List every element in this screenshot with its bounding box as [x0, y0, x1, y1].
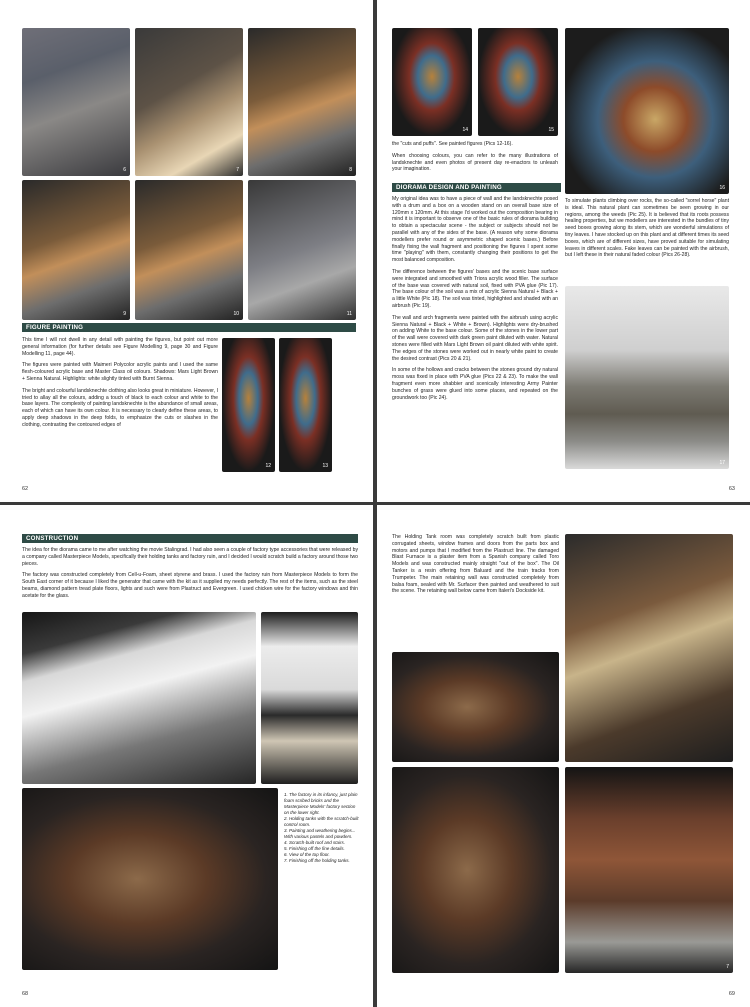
caption: 4. Scratch-built roof and stairs.: [284, 840, 346, 845]
paragraph: In some of the hollows and cracks between the stones ground dry natural moss was fixed in place with PVA glue (Pics 22 & 23). To make the wall fragment even more shabbier and scenically interesting Army Painter bunches of grass were glued into some places, and repeated on the groundwork too (Pic 24).: [392, 367, 558, 401]
section-heading: FIGURE PAINTING: [22, 323, 356, 332]
paragraph: My original idea was to have a piece of wall and the landsknechte posed with a drum and a box on a wooden stand on an overall base size of 120mm x 120mm. At this stage I'd worked out the composition bearing in mind it is important to observe one of the basic rules of diorama building to obtain a spectacular scene - the subject or subjects should not be parallel with any of the sides of the base. (A reason why some diorama modellers prefer round or asymmetric shaped scenic bases.) Before finally fixing the wall fragment and positioning the figures I spent some time "playing" with them, constantly changing their positions to get the most balanced composition.: [392, 196, 558, 264]
photo-holding-tanks: [261, 612, 358, 784]
intro-text: [392, 141, 558, 178]
photo-number: 15: [548, 127, 554, 133]
photo-number: 11: [346, 311, 352, 317]
photo-number: 8: [349, 167, 352, 173]
photo-number: 6: [123, 167, 126, 173]
photo-number: 13: [322, 463, 328, 469]
page-68: [0, 505, 373, 1007]
photo-13: [279, 338, 332, 472]
photo-17: [565, 286, 729, 469]
paragraph: When choosing colours, you can refer to the many illustrations of landsknechte and even photos of present day re-enactors to unleash your imagination.: [392, 152, 558, 173]
body-column-left: [392, 196, 558, 406]
photo-holding-tanks-finished: [565, 767, 733, 973]
photo-11: [248, 180, 356, 320]
page-number: 62: [22, 486, 29, 492]
page-62: [0, 0, 373, 502]
photo-number: 7: [236, 167, 239, 173]
body-text: [22, 547, 358, 605]
photo-7: [135, 28, 243, 176]
paragraph: The figures were painted with Maimeri Polycolor acrylic paints and I used the same flesh-coloured acrylic base and Master Class oil colours. Shadows: Mars Light Brown + Sienna Natural. Highlights: white slightly tinted with Burnt Sienna.: [22, 362, 218, 382]
paragraph: The idea for the diorama came to me after watching the movie Stalingrad. I had also seen a couple of factory type accessories that were released by a company called Masterpiece Models, specifically their holding tanks and factory ruin, and I decided I would scratch build a factory around those two pieces.: [22, 547, 358, 567]
photo-number: 9: [123, 311, 126, 317]
section-heading: DIORAMA DESIGN AND PAINTING: [392, 183, 561, 192]
page-number: 68: [22, 991, 29, 997]
photo-6: [22, 28, 130, 176]
photo-number: 12: [265, 463, 271, 469]
photo-number: 14: [462, 127, 468, 133]
photo-factory-top-floor: [392, 767, 559, 973]
photo-16: [565, 28, 729, 194]
paragraph: The Holding Tank room was completely scratch built from plastic corrugated sheets, window frames and doors from the parts box and motors and pumps that I modified from the Plastruct line. The damaged Blast Furnace is a plaster item from a Spanish company called Toro Models and was constructed mainly straight "out of the box". The Oil Tanker is a resin offering from Baluard and the train tracks from Trumpeter. The main retaining wall was constructed completely from balsa foam, sealed with Mr. Surfacer then painted and weathered to suit the scene. The retaining wall below came from Italeri's Dockside kit.: [392, 534, 559, 595]
photo-15: [478, 28, 558, 136]
caption: 1. The factory in its infancy, just plain foam scribed bricks and the Masterpiece Models' factory section on the lower right.: [284, 792, 358, 815]
photo-10: [135, 180, 243, 320]
paragraph: This time I will not dwell in any detail with painting the figures, but point out more general information (for further details see Figure Modelling 9, page 30 and Figure Modelling 11, page 44).: [22, 337, 218, 357]
body-column-right: [565, 198, 729, 264]
caption: 7. Finishing off the holding tanks.: [284, 858, 350, 863]
photo-9: [22, 180, 130, 320]
photo-factory-stairs: [392, 652, 559, 762]
section-heading: CONSTRUCTION: [22, 534, 358, 543]
photo-number: 17: [719, 460, 725, 466]
paragraph: The bright and colourful landsknechte clothing also looks great in miniature. However, I tried to allay all the colours, adding a touch of black to each colour and white to the base layers. The complexity of painting landsknechte is the abundance of small areas, each of which can have its own colour. It is necessary to clearly define these areas, to apply deep shadows in the deep folds, to emphasize the cuts or slashes in the clothing, contrasting the contoured edges of: [22, 387, 218, 428]
caption: 5. Finishing off the fine details.: [284, 846, 345, 851]
photo-14: [392, 28, 472, 136]
paragraph: The factory was constructed completely from Cell-u-Foam, sheet styrene and brass. I used the factory ruin from Masterpiece Models to form the South East corner of it because I liked the generator that came with the kit as it supplied my needs perfectly. The rest of the items, such as the steel beams, diamond pattern tread plate floors, lights and such were from Plastruct and Evergreen. I used chicken wire for the factory windows and thin acetate for the glass.: [22, 572, 358, 599]
page-63: [377, 0, 750, 502]
body-text: [392, 534, 559, 600]
photo-number: 10: [233, 311, 239, 317]
caption-block: [284, 792, 360, 864]
photo-number: 16: [719, 185, 725, 191]
photo-factory-infancy: [22, 612, 256, 784]
caption: 3. Painting and weathering begins... With various pastels and powders.: [284, 828, 356, 839]
page-69: [377, 505, 750, 1007]
page-number: 63: [728, 486, 735, 492]
photo-8: [248, 28, 356, 176]
paragraph: To simulate plants climbing over rocks, the so-called "sorrel horse" plant is ideal. This natural plant can sometimes be seen growing in our regions, among the weeds (Pic 25). It is believed that its roots possess healing properties, but we modellers are interested in the bundles of tiny seed boxes growing along its stem, which are wonderful simulations of tiny leaves. I have stocked up on this plant and at different times its seed boxes, which are of different sizes, have proved suitable for simulating leaves in different scales. Fake leaves can be painted with the airbrush, but I left these in their natural faded colour (Pics 26-28).: [565, 198, 729, 259]
paragraph: The wall and arch fragments were painted with the airbrush using acrylic Sienna Natural + Black + White + Brown). Highlights were dry-brushed on adding White to the base colour. Some of the stones in the lower part of the wall were covered with dark green paint diluted with water. Natural stones were filled with Mars Light Brown oil paint diluted with white spirit. The edges of the stones were worked out in nearly white paint to create the desired contrast (Pics 20 & 21).: [392, 314, 558, 362]
caption: 6. View of the top floor.: [284, 852, 330, 857]
caption: 2. Holding tanks with the scratch-built control room.: [284, 816, 359, 827]
body-text: [22, 337, 218, 434]
page-number: 69: [728, 991, 735, 997]
photo-factory-interior: [565, 534, 733, 762]
paragraph: the "cuts and puffs". See painted figures (Pics 12-16).: [392, 141, 513, 147]
photo-12: [222, 338, 275, 472]
photo-number: 7: [726, 964, 729, 970]
paragraph: The difference between the figures' bases and the scenic base surface were integrated and smoothed with Triora acrylic wood filler. The surface of the base was covered with natural soil, fixed with PVA glue (Pic 17). The base colour of the soil was a mix of acrylic Sienna Natural + Black + a little White (Pic 18). The soil was tinted, highlighted and shaded with an airbrush (Pic 19).: [392, 268, 558, 309]
photo-factory-weathered: [22, 788, 278, 970]
